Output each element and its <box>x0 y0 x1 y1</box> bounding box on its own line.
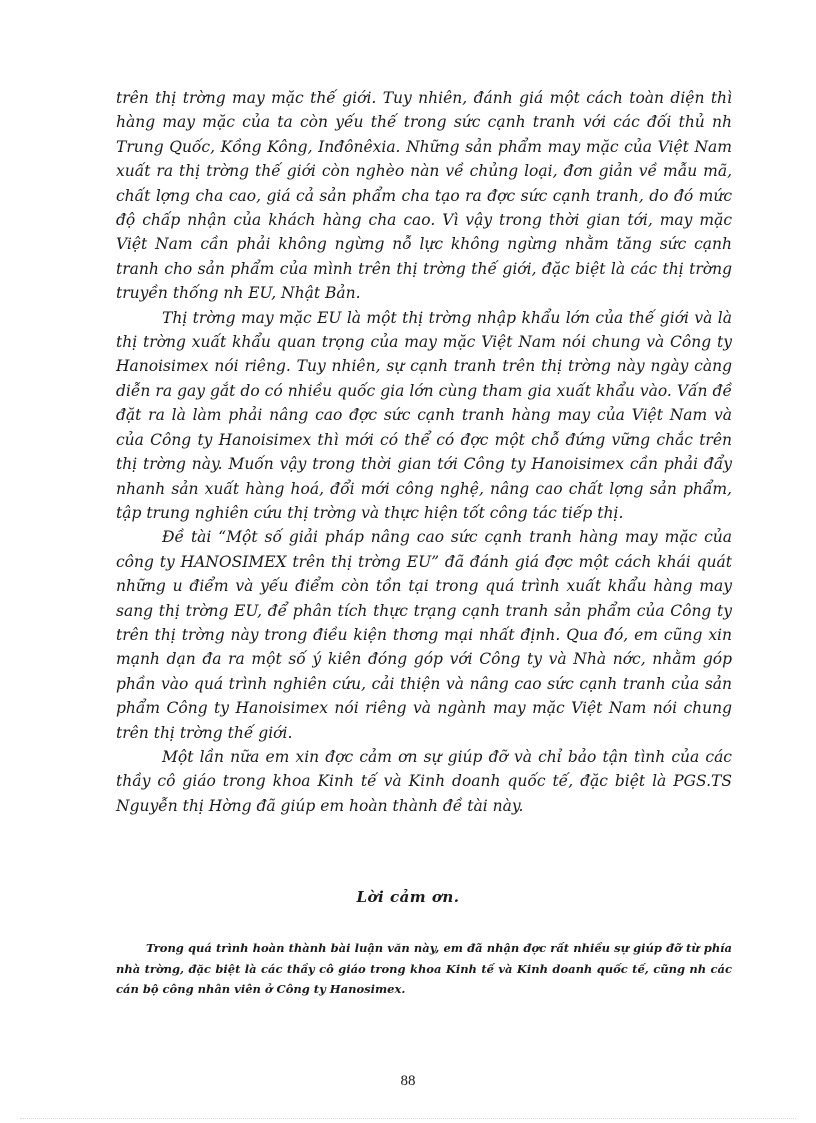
page-number: 88 <box>400 1073 416 1089</box>
paragraph-2: Thị trờng may mặc EU là một thị trờng nhập khẩu lớn của thế giới và là thị trờng xuất khẩu quan trọng của may mặc Việt Nam nói chung và Công ty Hanoisimex nói riêng. Tuy nhiên, sự cạnh tranh trên thị trờng này ngày càng diễn ra gay gắt do có nhiều quốc gia lớn cùng tham gia xuất khẩu vào. Vấn đề đặt ra là làm phải nâng cao đợc sức cạnh tranh hàng may của Việt Nam và của Công ty Hanoisimex thì mới có thể có đợc một chỗ đứng vững chắc trên thị trờng này. Muốn vậy trong thời gian tới Công ty Hanoisimex cần phải đẩy nhanh sản xuất hàng hoá, đổi mới công nghệ, nâng cao chất lợng sản phẩm, tập trung nghiên cứu thị trờng và thực hiện tốt công tác tiếp thị. <box>116 308 732 522</box>
paragraph-3: Đề tài “Một số giải pháp nâng cao sức cạnh tranh hàng may mặc của công ty HANOSIMEX trên thị trờng EU” đã đánh giá đợc một cách khái quát những u điểm và yếu điểm còn tồn tại trong quá trình xuất khẩu hàng may sang thị trờng EU, để phân tích thực trạng cạnh tranh sản phẩm của Công ty trên thị trờng này trong điều kiện thơng mại nhất định. Qua đó, em cũng xin mạnh dạn đa ra một số ý kiên đóng góp với Công ty và Nhà nớc, nhằm góp phần vào quá trình nghiên cứu, cải thiện và nâng cao sức cạnh tranh của sản phẩm Công ty Hanoisimex nói riêng và ngành may mặc Việt Nam nói chung trên thị trờng thế giới. <box>116 528 732 742</box>
acknowledgement-heading: Lời cảm ơn. <box>356 888 460 906</box>
footer-divider <box>20 1118 796 1119</box>
paragraph-4: Một lần nữa em xin đợc cảm ơn sự giúp đỡ và chỉ bảo tận tình của các thầy cô giáo trong khoa Kinh tế và Kinh doanh quốc tế, đặc biệt là PGS.TS Nguyễn thị Hờng đã giúp em hoàn thành đề tài này. <box>116 747 732 815</box>
acknowledgement-text: Trong quá trình hoàn thành bài luận văn này, em đã nhận đợc rất nhiều sự giúp đỡ từ phía nhà trờng, đặc biệt là các thầy cô giáo trong khoa Kinh tế và Kinh doanh quốc tế, cũng nh các cán bộ công nhân viên ở Công ty Hanosimex. <box>116 941 732 996</box>
paragraph-1: trên thị trờng may mặc thế giới. Tuy nhiên, đánh giá một cách toàn diện thì hàng may mặc của ta còn yếu thế trong sức cạnh tranh với các đối thủ nh Trung Quốc, Kồng Kông, Inđônêxia. Những sản phẩm may mặc của Việt Nam xuất ra thị trờng thế giới còn nghèo nàn về chủng loại, đơn giản về mẫu mã, chất lợng cha cao, giá cả sản phẩm cha tạo ra đợc sức cạnh tranh, do đó mức độ chấp nhận của khách hàng cha cao. Vì vậy trong thời gian tới, may mặc Việt Nam cần phải không ngừng nỗ lực không ngừng nhằm tăng sức cạnh tranh cho sản phẩm của mình trên thị trờng thế giới, đặc biệt là các thị trờng truyền thống nh EU, Nhật Bản. <box>116 89 732 303</box>
body-text <box>116 86 732 818</box>
